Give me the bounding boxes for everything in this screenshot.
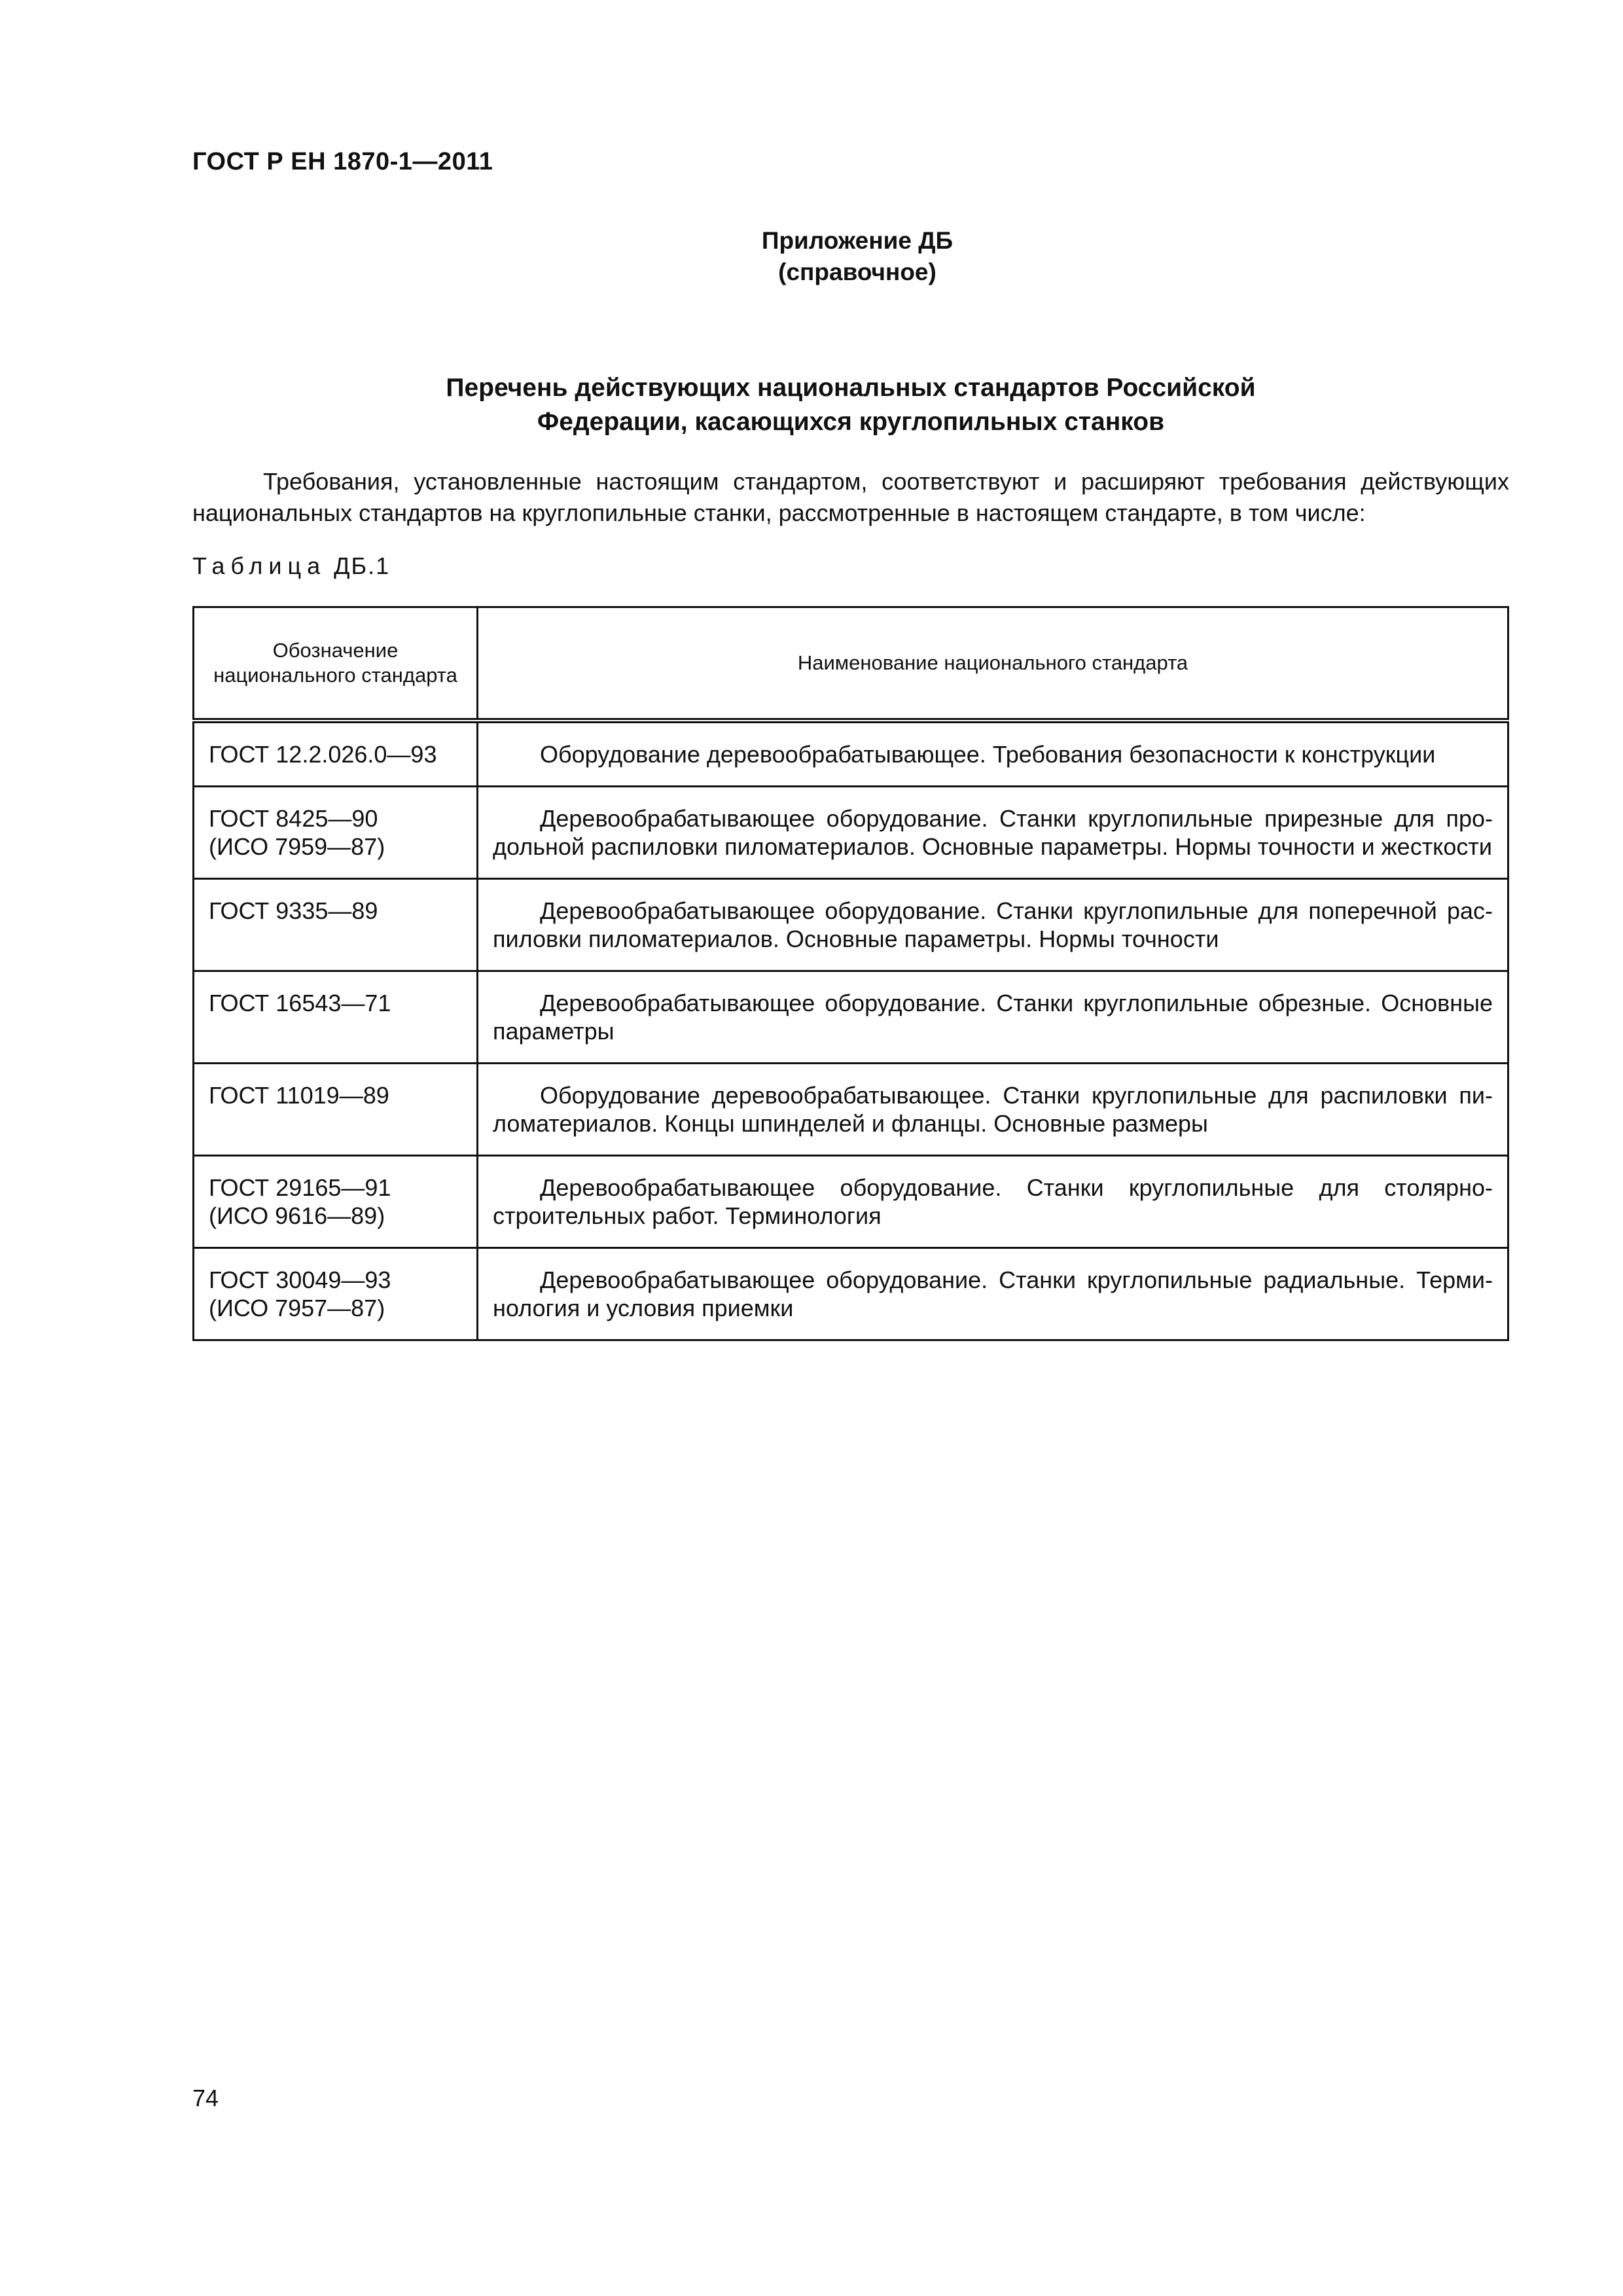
standard-code: ГОСТ 29165—91 xyxy=(209,1174,391,1201)
standard-code: ГОСТ 30049—93 xyxy=(209,1266,391,1293)
standard-name: Оборудование деревообрабатывающее. Требования безопасности к конструкции xyxy=(478,721,1508,787)
standard-code-cell xyxy=(194,1156,478,1248)
table-header-row xyxy=(194,607,1508,721)
standard-name: Деревообрабатывающее оборудование. Станки круглопильные прирезные для продольной распиловки пиломатериалов. Основные параметры. Нормы точности и жесткости xyxy=(478,787,1508,879)
standard-code: ГОСТ 11019—89 xyxy=(209,1082,389,1109)
standards-table xyxy=(192,606,1509,1341)
standard-code: ГОСТ 16543—71 xyxy=(209,990,391,1016)
standard-code-cell xyxy=(194,721,478,787)
annex-title: Приложение ДБ xyxy=(761,227,954,254)
standard-code-cell xyxy=(194,971,478,1064)
table-row xyxy=(194,1064,1508,1156)
standard-name: Деревообрабатывающее оборудование. Станки круглопильные радиальные. Терминология и условия приемки xyxy=(478,1248,1508,1340)
standard-code-iso: (ИСО 7957—87) xyxy=(209,1295,385,1321)
intro-paragraph-line-1: Требования, установленные настоящим стандартом, соответствуют и расширяют требования действующих xyxy=(263,468,1509,495)
standard-name: Деревообрабатывающее оборудование. Станки круглопильные для поперечной распиловки пиломатериалов. Основные параметры. Нормы точности xyxy=(478,879,1508,971)
table-caption-word: Таблица xyxy=(192,552,327,579)
standard-name: Оборудование деревообрабатывающее. Станки круглопильные для распиловки пиломатериалов. Концы шпинделей и фланцы. Основные размеры xyxy=(478,1064,1508,1156)
standard-code-cell xyxy=(194,879,478,971)
page-number: 74 xyxy=(192,2085,219,2111)
standard-code-cell xyxy=(194,787,478,879)
standard-code-cell xyxy=(194,1248,478,1340)
header-standard-code: Обозначение национального стандарта xyxy=(194,607,478,721)
table-row xyxy=(194,721,1508,787)
standard-code: ГОСТ 9335—89 xyxy=(209,897,378,924)
table-row xyxy=(194,1156,1508,1248)
standard-code: ГОСТ 12.2.026.0—93 xyxy=(209,741,437,768)
standard-name: Деревообрабатывающее оборудование. Станки круглопильные обрезные. Основные параметры xyxy=(478,971,1508,1064)
table-row xyxy=(194,971,1508,1064)
table-row xyxy=(194,787,1508,879)
document-standard-code: ГОСТ Р ЕН 1870-1—2011 xyxy=(192,148,493,175)
intro-paragraph-line-2: национальных стандартов на круглопильные станки, рассмотренные в настоящем стандарте, в том числе: xyxy=(192,499,1366,526)
document-title-line-2: Федерации, касающихся круглопильных станков xyxy=(537,408,1165,436)
table-row xyxy=(194,1248,1508,1340)
annex-kind: (справочное) xyxy=(778,259,936,285)
header-standard-name: Наименование национального стандарта xyxy=(478,607,1508,721)
table-caption-id: ДБ.1 xyxy=(334,552,391,579)
standard-name: Деревообрабатывающее оборудование. Станки круглопильные для столярно-строительных работ. Терминология xyxy=(478,1156,1508,1248)
standard-code-cell xyxy=(194,1064,478,1156)
table-row xyxy=(194,879,1508,971)
document-title-line-1: Перечень действующих национальных стандартов Российской xyxy=(446,374,1256,402)
standard-code-iso: (ИСО 7959—87) xyxy=(209,833,385,860)
standard-code-iso: (ИСО 9616—89) xyxy=(209,1202,385,1229)
table-caption xyxy=(192,552,390,580)
standard-code: ГОСТ 8425—90 xyxy=(209,805,378,832)
